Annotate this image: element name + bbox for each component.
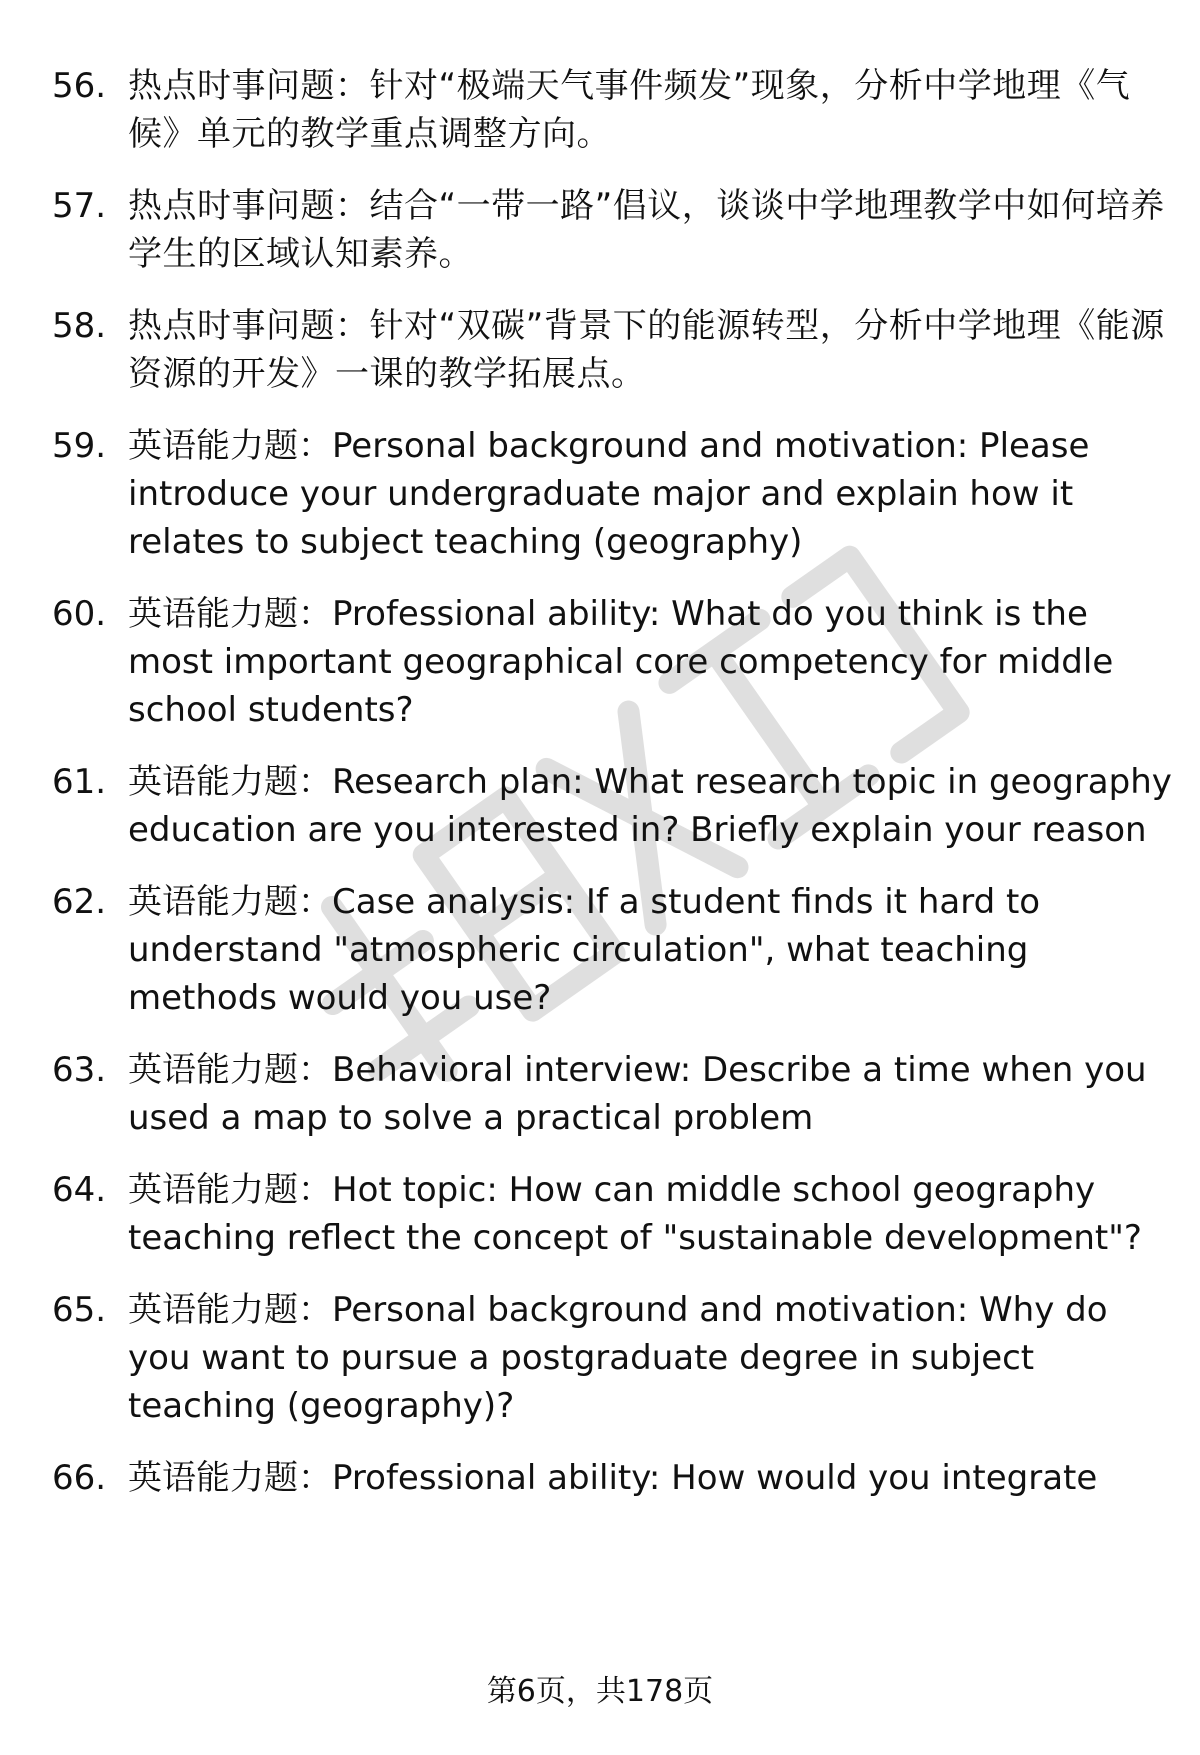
question-number: 61.: [52, 762, 107, 802]
question-item-66: [52, 1454, 1172, 1502]
question-text: 热点时事问题：针对“双碳”背景下的能源转型，分析中学地理《能源资源的开发》一课的教学拓展点。: [128, 306, 1165, 394]
page-footer: [0, 1668, 1200, 1716]
question-number: 62.: [52, 882, 107, 922]
question-number: 56.: [52, 66, 107, 106]
question-item-61: [52, 758, 1172, 854]
question-number: 63.: [52, 1050, 107, 1090]
question-number: 66.: [52, 1458, 107, 1498]
question-number: 58.: [52, 306, 107, 346]
question-number: 64.: [52, 1170, 107, 1210]
question-item-65: [52, 1286, 1172, 1430]
question-item-58: [52, 302, 1172, 398]
question-list: [52, 62, 1172, 1502]
question-number: 59.: [52, 426, 107, 466]
question-number: 57.: [52, 186, 107, 226]
question-number: 65.: [52, 1290, 107, 1330]
question-text: 英语能力题：Personal background and motivation: Why do you want to pursue a postgraduate degree in subject teaching (geography)?: [128, 1290, 1108, 1426]
question-text: 英语能力题：Hot topic: How can middle school geography teaching reflect the concept of "sustainable development"?: [128, 1170, 1142, 1258]
question-text: 热点时事问题：针对“极端天气事件频发”现象，分析中学地理《气候》单元的教学重点调整方向。: [128, 66, 1131, 154]
page-number-label: 第6页，共178页: [486, 1674, 714, 1709]
question-item-59: [52, 422, 1172, 566]
question-text: 英语能力题：Personal background and motivation: Please introduce your undergraduate major and explain how it relates to subject teaching (geography): [128, 426, 1090, 562]
question-text: 英语能力题：Research plan: What research topic in geography education are you interested in? Briefly explain your reason: [128, 762, 1172, 850]
question-item-57: [52, 182, 1172, 278]
question-text: 热点时事问题：结合“一带一路”倡议，谈谈中学地理教学中如何培养学生的区域认知素养。: [128, 186, 1165, 274]
question-item-63: [52, 1046, 1172, 1142]
question-text: 英语能力题：Professional ability: How would you integrate: [128, 1458, 1098, 1498]
question-item-62: [52, 878, 1172, 1022]
question-text: 英语能力题：Professional ability: What do you think is the most important geographical core competency for middle school students?: [128, 594, 1114, 730]
question-item-64: [52, 1166, 1172, 1262]
question-number: 60.: [52, 594, 107, 634]
question-item-56: [52, 62, 1172, 158]
question-text: 英语能力题：Behavioral interview: Describe a time when you used a map to solve a practical problem: [128, 1050, 1147, 1138]
question-text: 英语能力题：Case analysis: If a student finds it hard to understand "atmospheric circulation", what teaching methods would you use?: [128, 882, 1041, 1018]
question-item-60: [52, 590, 1172, 734]
